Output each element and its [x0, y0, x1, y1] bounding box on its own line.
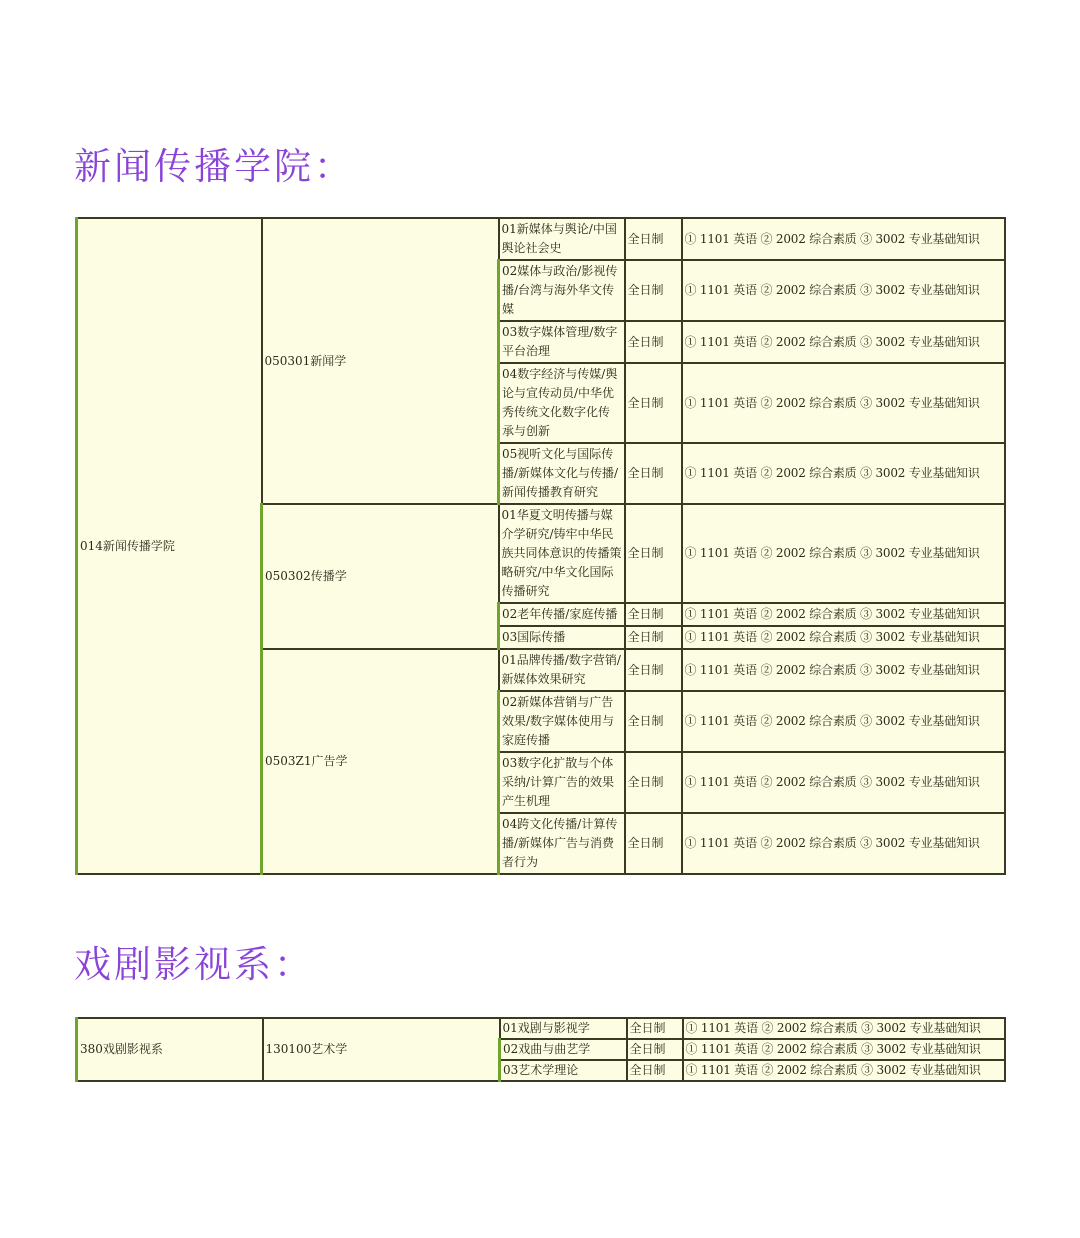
- exam-cell: ① 1101 英语 ② 2002 综合素质 ③ 3002 专业基础知识: [682, 443, 1005, 504]
- exam-cell: ① 1101 英语 ② 2002 综合素质 ③ 3002 专业基础知识: [682, 603, 1005, 626]
- exam-cell: ① 1101 英语 ② 2002 综合素质 ③ 3002 专业基础知识: [682, 691, 1005, 752]
- exam-cell: ① 1101 英语 ② 2002 综合素质 ③ 3002 专业基础知识: [683, 1039, 1005, 1060]
- exam-cell: ① 1101 英语 ② 2002 综合素质 ③ 3002 专业基础知识: [682, 752, 1005, 813]
- program-table-journalism: [75, 217, 1006, 875]
- college-cell: 380戏剧影视系: [77, 1018, 263, 1081]
- mode-cell: 全日制: [625, 752, 682, 813]
- mode-cell: 全日制: [627, 1060, 683, 1081]
- major-cell: 130100艺术学: [263, 1018, 500, 1081]
- exam-cell: ① 1101 英语 ② 2002 综合素质 ③ 3002 专业基础知识: [682, 504, 1005, 603]
- mode-cell: 全日制: [625, 649, 682, 691]
- direction-cell: 01戏剧与影视学: [500, 1018, 627, 1039]
- direction-cell: 03数字媒体管理/数字平台治理: [499, 321, 625, 363]
- exam-cell: ① 1101 英语 ② 2002 综合素质 ③ 3002 专业基础知识: [682, 260, 1005, 321]
- section-heading-drama: 戏剧影视系：: [74, 943, 314, 986]
- direction-cell: 02媒体与政治/影视传播/台湾与海外华文传媒: [499, 260, 625, 321]
- exam-cell: ① 1101 英语 ② 2002 综合素质 ③ 3002 专业基础知识: [683, 1060, 1005, 1081]
- direction-cell: 03数字化扩散与个体采纳/计算广告的效果产生机理: [499, 752, 625, 813]
- section-heading-journalism: 新闻传播学院：: [74, 145, 354, 188]
- direction-cell: 01华夏文明传播与媒介学研究/铸牢中华民族共同体意识的传播策略研究/中华文化国际传播研究: [499, 504, 625, 603]
- mode-cell: 全日制: [625, 218, 682, 260]
- direction-cell: 02戏曲与曲艺学: [500, 1039, 627, 1060]
- mode-cell: 全日制: [627, 1018, 683, 1039]
- exam-cell: ① 1101 英语 ② 2002 综合素质 ③ 3002 专业基础知识: [683, 1018, 1005, 1039]
- mode-cell: 全日制: [625, 626, 682, 649]
- direction-cell: 03国际传播: [499, 626, 625, 649]
- table-row: [77, 1018, 1005, 1039]
- direction-cell: 05视听文化与国际传播/新媒体文化与传播/新闻传播教育研究: [499, 443, 625, 504]
- mode-cell: 全日制: [625, 813, 682, 874]
- mode-cell: 全日制: [625, 321, 682, 363]
- mode-cell: 全日制: [627, 1039, 683, 1060]
- major-cell: 0503Z1广告学: [262, 649, 499, 874]
- mode-cell: 全日制: [625, 363, 682, 443]
- exam-cell: ① 1101 英语 ② 2002 综合素质 ③ 3002 专业基础知识: [682, 813, 1005, 874]
- exam-cell: ① 1101 英语 ② 2002 综合素质 ③ 3002 专业基础知识: [682, 218, 1005, 260]
- table-row: [77, 218, 1005, 260]
- mode-cell: 全日制: [625, 603, 682, 626]
- exam-cell: ① 1101 英语 ② 2002 综合素质 ③ 3002 专业基础知识: [682, 626, 1005, 649]
- college-cell: 014新闻传播学院: [77, 218, 262, 874]
- direction-cell: 03艺术学理论: [500, 1060, 627, 1081]
- major-cell: 050301新闻学: [262, 218, 499, 504]
- direction-cell: 01品牌传播/数字营销/新媒体效果研究: [499, 649, 625, 691]
- direction-cell: 04跨文化传播/计算传播/新媒体广告与消费者行为: [499, 813, 625, 874]
- exam-cell: ① 1101 英语 ② 2002 综合素质 ③ 3002 专业基础知识: [682, 363, 1005, 443]
- exam-cell: ① 1101 英语 ② 2002 综合素质 ③ 3002 专业基础知识: [682, 321, 1005, 363]
- direction-cell: 02新媒体营销与广告效果/数字媒体使用与家庭传播: [499, 691, 625, 752]
- program-table-drama: [75, 1017, 1006, 1082]
- major-cell: 050302传播学: [262, 504, 499, 649]
- mode-cell: 全日制: [625, 504, 682, 603]
- direction-cell: 01新媒体与舆论/中国舆论社会史: [499, 218, 625, 260]
- direction-cell: 04数字经济与传媒/舆论与宣传动员/中华优秀传统文化数字化传承与创新: [499, 363, 625, 443]
- mode-cell: 全日制: [625, 443, 682, 504]
- mode-cell: 全日制: [625, 691, 682, 752]
- direction-cell: 02老年传播/家庭传播: [499, 603, 625, 626]
- exam-cell: ① 1101 英语 ② 2002 综合素质 ③ 3002 专业基础知识: [682, 649, 1005, 691]
- mode-cell: 全日制: [625, 260, 682, 321]
